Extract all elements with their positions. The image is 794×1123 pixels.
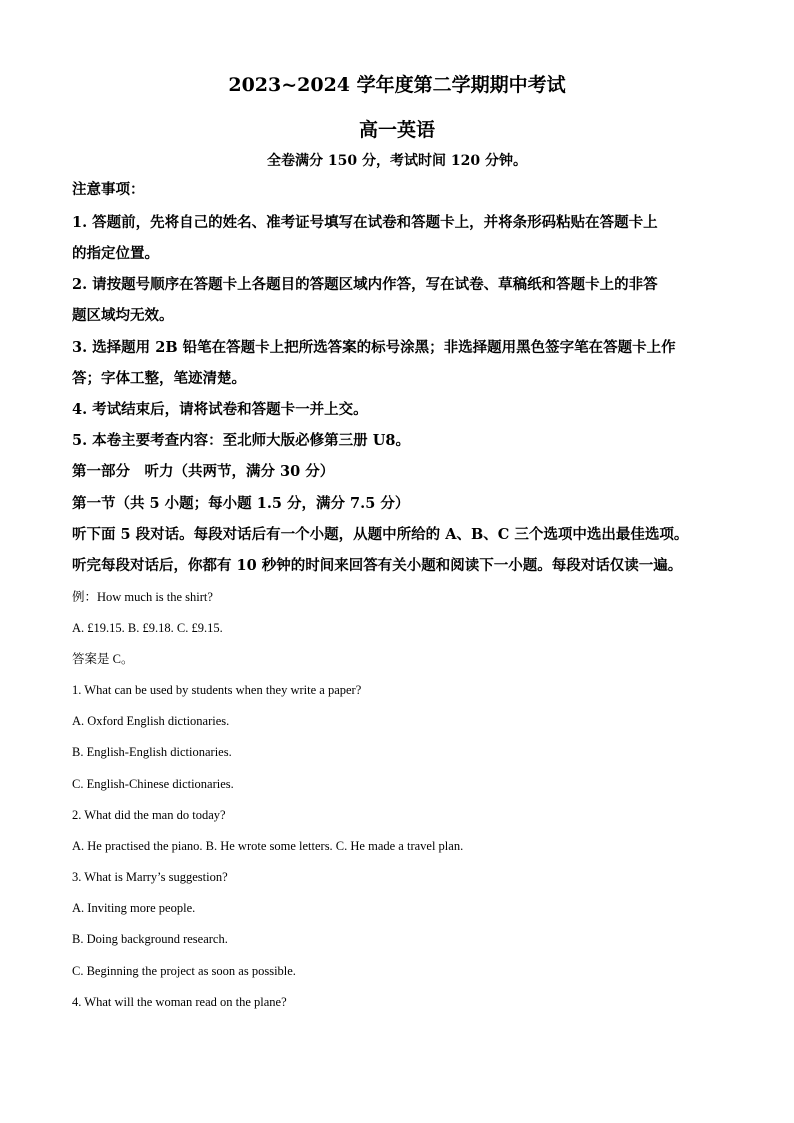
section-instructions: 听完每段对话后，你都有 10 秒钟的时间来回答有关小题和阅读下一小题。每段对话仅读一遍。: [72, 557, 683, 574]
note-line: 4. 考试结束后，请将试卷和答题卡一并上交。: [72, 401, 368, 418]
note-line: 5. 本卷主要考查内容：至北师大版必修第三册 U8。: [72, 432, 410, 449]
subject-title: 高一英语: [358, 119, 435, 141]
note-line: 1. 答题前，先将自己的姓名、准考证号填写在试卷和答题卡上，并将条形码粘贴在答题卡上: [72, 214, 658, 231]
question: 1. What can be used by students when they write a paper?: [72, 683, 362, 697]
option: B. Doing background research.: [72, 932, 228, 946]
section-instructions: 听下面 5 段对话。每段对话后有一个小题，从题中所给的 A、B、C 三个选项中选出最佳选项。: [72, 526, 689, 543]
exam-title: 2023~2024 学年度第二学期期中考试: [228, 74, 566, 96]
note-line: 3. 选择题用 2B 铅笔在答题卡上把所选答案的标号涂黑；非选择题用黑色签字笔在答题卡上作: [72, 339, 676, 356]
option: A. Inviting more people.: [72, 901, 196, 915]
score-time-info: 全卷满分 150 分，考试时间 120 分钟。: [267, 153, 527, 169]
note-line: 题区域均无效。: [72, 307, 174, 324]
option: C. Beginning the project as soon as possible.: [72, 964, 296, 978]
question: 4. What will the woman read on the plane?: [72, 995, 287, 1009]
note-line: 的指定位置。: [72, 245, 159, 262]
example-question: 例：How much is the shirt?: [72, 590, 213, 604]
option: A. He practised the piano. B. He wrote some letters. C. He made a travel plan.: [72, 839, 464, 853]
example-answer: 答案是 C。: [72, 652, 134, 666]
section-part-heading: 第一部分 听力（共两节，满分 30 分）: [72, 463, 335, 480]
question: 2. What did the man do today?: [72, 808, 226, 822]
option: C. English-Chinese dictionaries.: [72, 777, 234, 791]
note-line: 2. 请按题号顺序在答题卡上各题目的答题区域内作答，写在试卷、草稿纸和答题卡上的非答: [72, 276, 658, 293]
section-sub-heading: 第一节（共 5 小题；每小题 1.5 分，满分 7.5 分）: [72, 495, 410, 512]
question: 3. What is Marry’s suggestion?: [72, 870, 228, 884]
example-options: A. £19.15. B. £9.18. C. £9.15.: [72, 621, 223, 635]
option: A. Oxford English dictionaries.: [72, 714, 230, 728]
notes-heading: 注意事项：: [72, 181, 145, 198]
note-line: 答；字体工整，笔迹清楚。: [72, 370, 246, 387]
option: B. English-English dictionaries.: [72, 745, 232, 759]
